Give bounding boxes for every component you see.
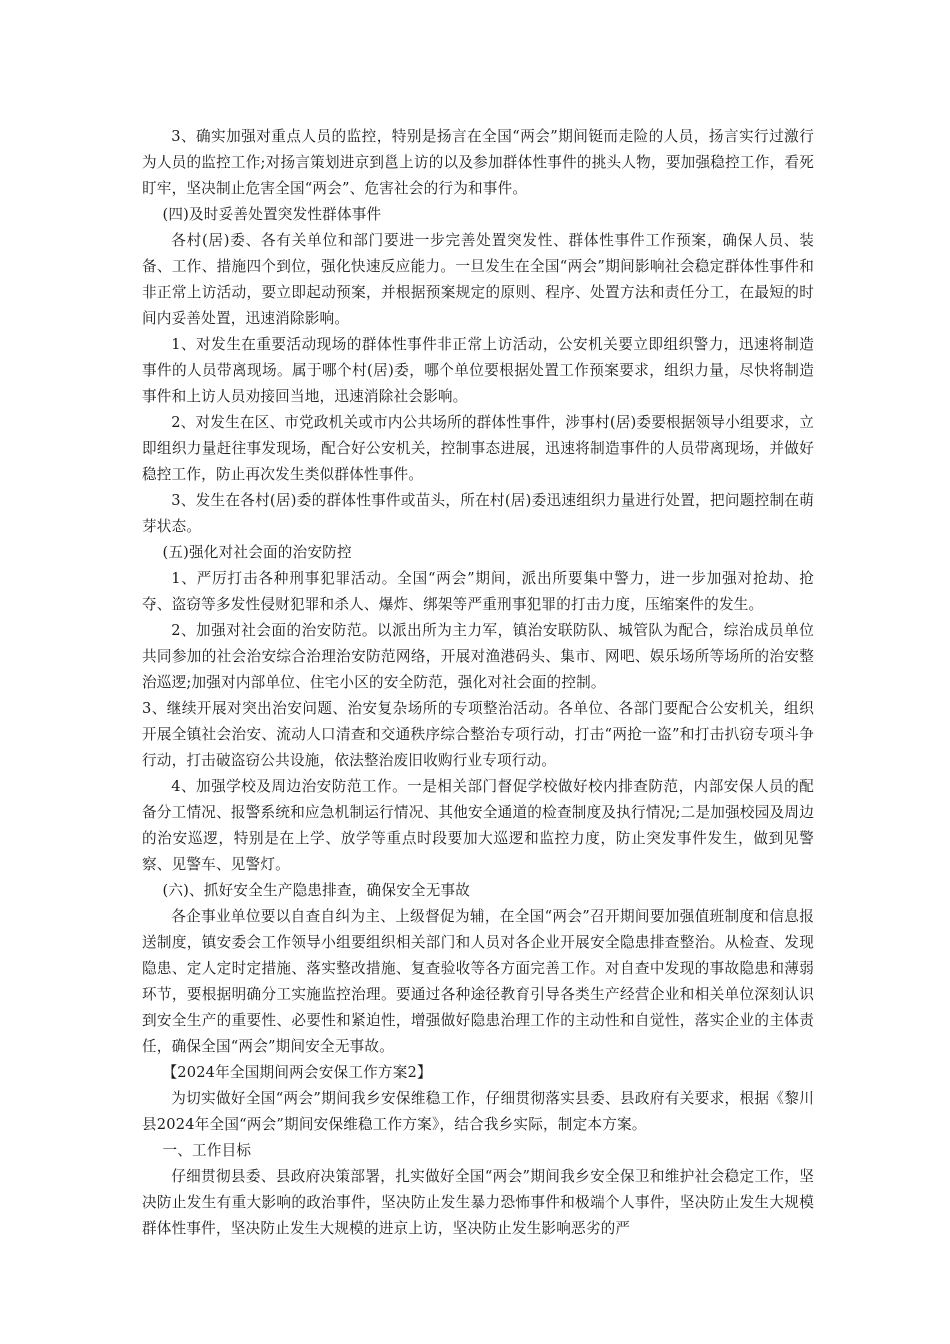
body-paragraph: 各企事业单位要以自查自纠为主、上级督促为辅，在全国“两会”召开期间要加强值班制度和信息报送制度，镇安委会工作领导小组要组织相关部门和人员对各企业开展安全隐患排查整治。从检查、发现隐患、定人定时定措施、落实整改措施、复查验收等各方面完善工作。对自查中发现的事故隐患和薄弱环节，要根据明确分工实施监控治理。要通过各种途径教育引导各类生产经营企业和相关单位深刻认识到安全生产的重要性、必要性和紧迫性，增强做好隐患治理工作的主动性和自觉性，落实企业的主体责任，确保全国“两会”期间安全无事故。: [142, 908, 814, 1055]
document-page: [142, 124, 814, 1242]
section-heading: (五)强化对社会面的治安防控: [162, 544, 352, 561]
body-paragraph: 4、加强学校及周边治安防范工作。一是相关部门督促学校做好校内排查防范，内部安保人员的配备分工情况、报警系统和应急机制运行情况、其他安全通道的检查制度及执行情况;二是加强校园及周边的治安巡逻，特别是在上学、放学等重点时段要加大巡逻和监控力度，防止突发事件发生，做到见警察、见警车、见警灯。: [142, 778, 814, 873]
section-heading: 【2024年全国期间两会安保工作方案2】: [162, 1064, 432, 1081]
body-paragraph: 2、对发生在区、市党政机关或市内公共场所的群体性事件，涉事村(居)委要根据领导小组要求，立即组织力量赶往事发现场，配合好公安机关，控制事态进展，迅速将制造事件的人员带离现场，并做好稳控工作，防止再次发生类似群体性事件。: [142, 414, 814, 483]
section-heading: (六)、抓好安全生产隐患排查，确保安全无事故: [162, 882, 471, 899]
body-paragraph: 各村(居)委、各有关单位和部门要进一步完善处置突发性、群体性事件工作预案，确保人员、装备、工作、措施四个到位，强化快速反应能力。一旦发生在全国“两会”期间影响社会稳定群体性事件和非正常上访活动，要立即起动预案，并根据预案规定的原则、程序、处置方法和责任分工，在最短的时间内妥善处置，迅速消除影响。: [142, 232, 814, 327]
body-paragraph: 1、严厉打击各种刑事犯罪活动。全国“两会”期间，派出所要集中警力，进一步加强对抢劫、抢夺、盗窃等多发性侵财犯罪和杀人、爆炸、绑架等严重刑事犯罪的打击力度，压缩案件的发生。: [142, 570, 814, 613]
body-paragraph: 仔细贯彻县委、县政府决策部署，扎实做好全国“两会”期间我乡安全保卫和维护社会稳定工作，坚决防止发生有重大影响的政治事件，坚决防止发生暴力恐怖事件和极端个人事件，坚决防止发生大规模群体性事件，坚决防止发生大规模的进京上访，坚决防止发生影响恶劣的严: [142, 1168, 814, 1237]
section-heading: (四)及时妥善处置突发性群体事件: [162, 206, 382, 223]
body-paragraph: 3、继续开展对突出治安问题、治安复杂场所的专项整治活动。各单位、各部门要配合公安机关，组织开展全镇社会治安、流动人口清查和交通秩序综合整治专项行动，打击“两抢一盗”和打击扒窃专项斗争行动，打击破盗窃公共设施，依法整治废旧收购行业专项行动。: [142, 700, 814, 769]
body-paragraph: 1、对发生在重要活动现场的群体性事件非正常上访活动，公安机关要立即组织警力，迅速将制造事件的人员带离现场。属于哪个村(居)委，哪个单位要根据处置工作预案要求，组织力量，尽快将制造事件和上访人员劝接回当地，迅速消除社会影响。: [142, 336, 814, 405]
body-paragraph: 3、确实加强对重点人员的监控，特别是扬言在全国“两会”期间铤而走险的人员，扬言实行过激行为人员的监控工作;对扬言策划进京到邕上访的以及参加群体性事件的挑头人物，要加强稳控工作，看死盯牢，坚决制止危害全国“两会”、危害社会的行为和事件。: [142, 128, 814, 197]
body-paragraph: 2、加强对社会面的治安防范。以派出所为主力军，镇治安联防队、城管队为配合，综治成员单位共同参加的社会治安综合治理治安防范网络，开展对渔港码头、集市、网吧、娱乐场所等场所的治安整治巡逻;加强对内部单位、住宅小区的安全防范，强化对社会面的控制。: [142, 622, 814, 691]
section-heading: 一、工作目标: [162, 1142, 252, 1159]
body-paragraph: 3、发生在各村(居)委的群体性事件或苗头，所在村(居)委迅速组织力量进行处置，把问题控制在萌芽状态。: [142, 492, 814, 535]
body-paragraph: 为切实做好全国“两会”期间我乡安保维稳工作，仔细贯彻落实县委、县政府有关要求，根据《黎川县2024年全国“两会”期间安保维稳工作方案》，结合我乡实际，制定本方案。: [142, 1090, 814, 1133]
